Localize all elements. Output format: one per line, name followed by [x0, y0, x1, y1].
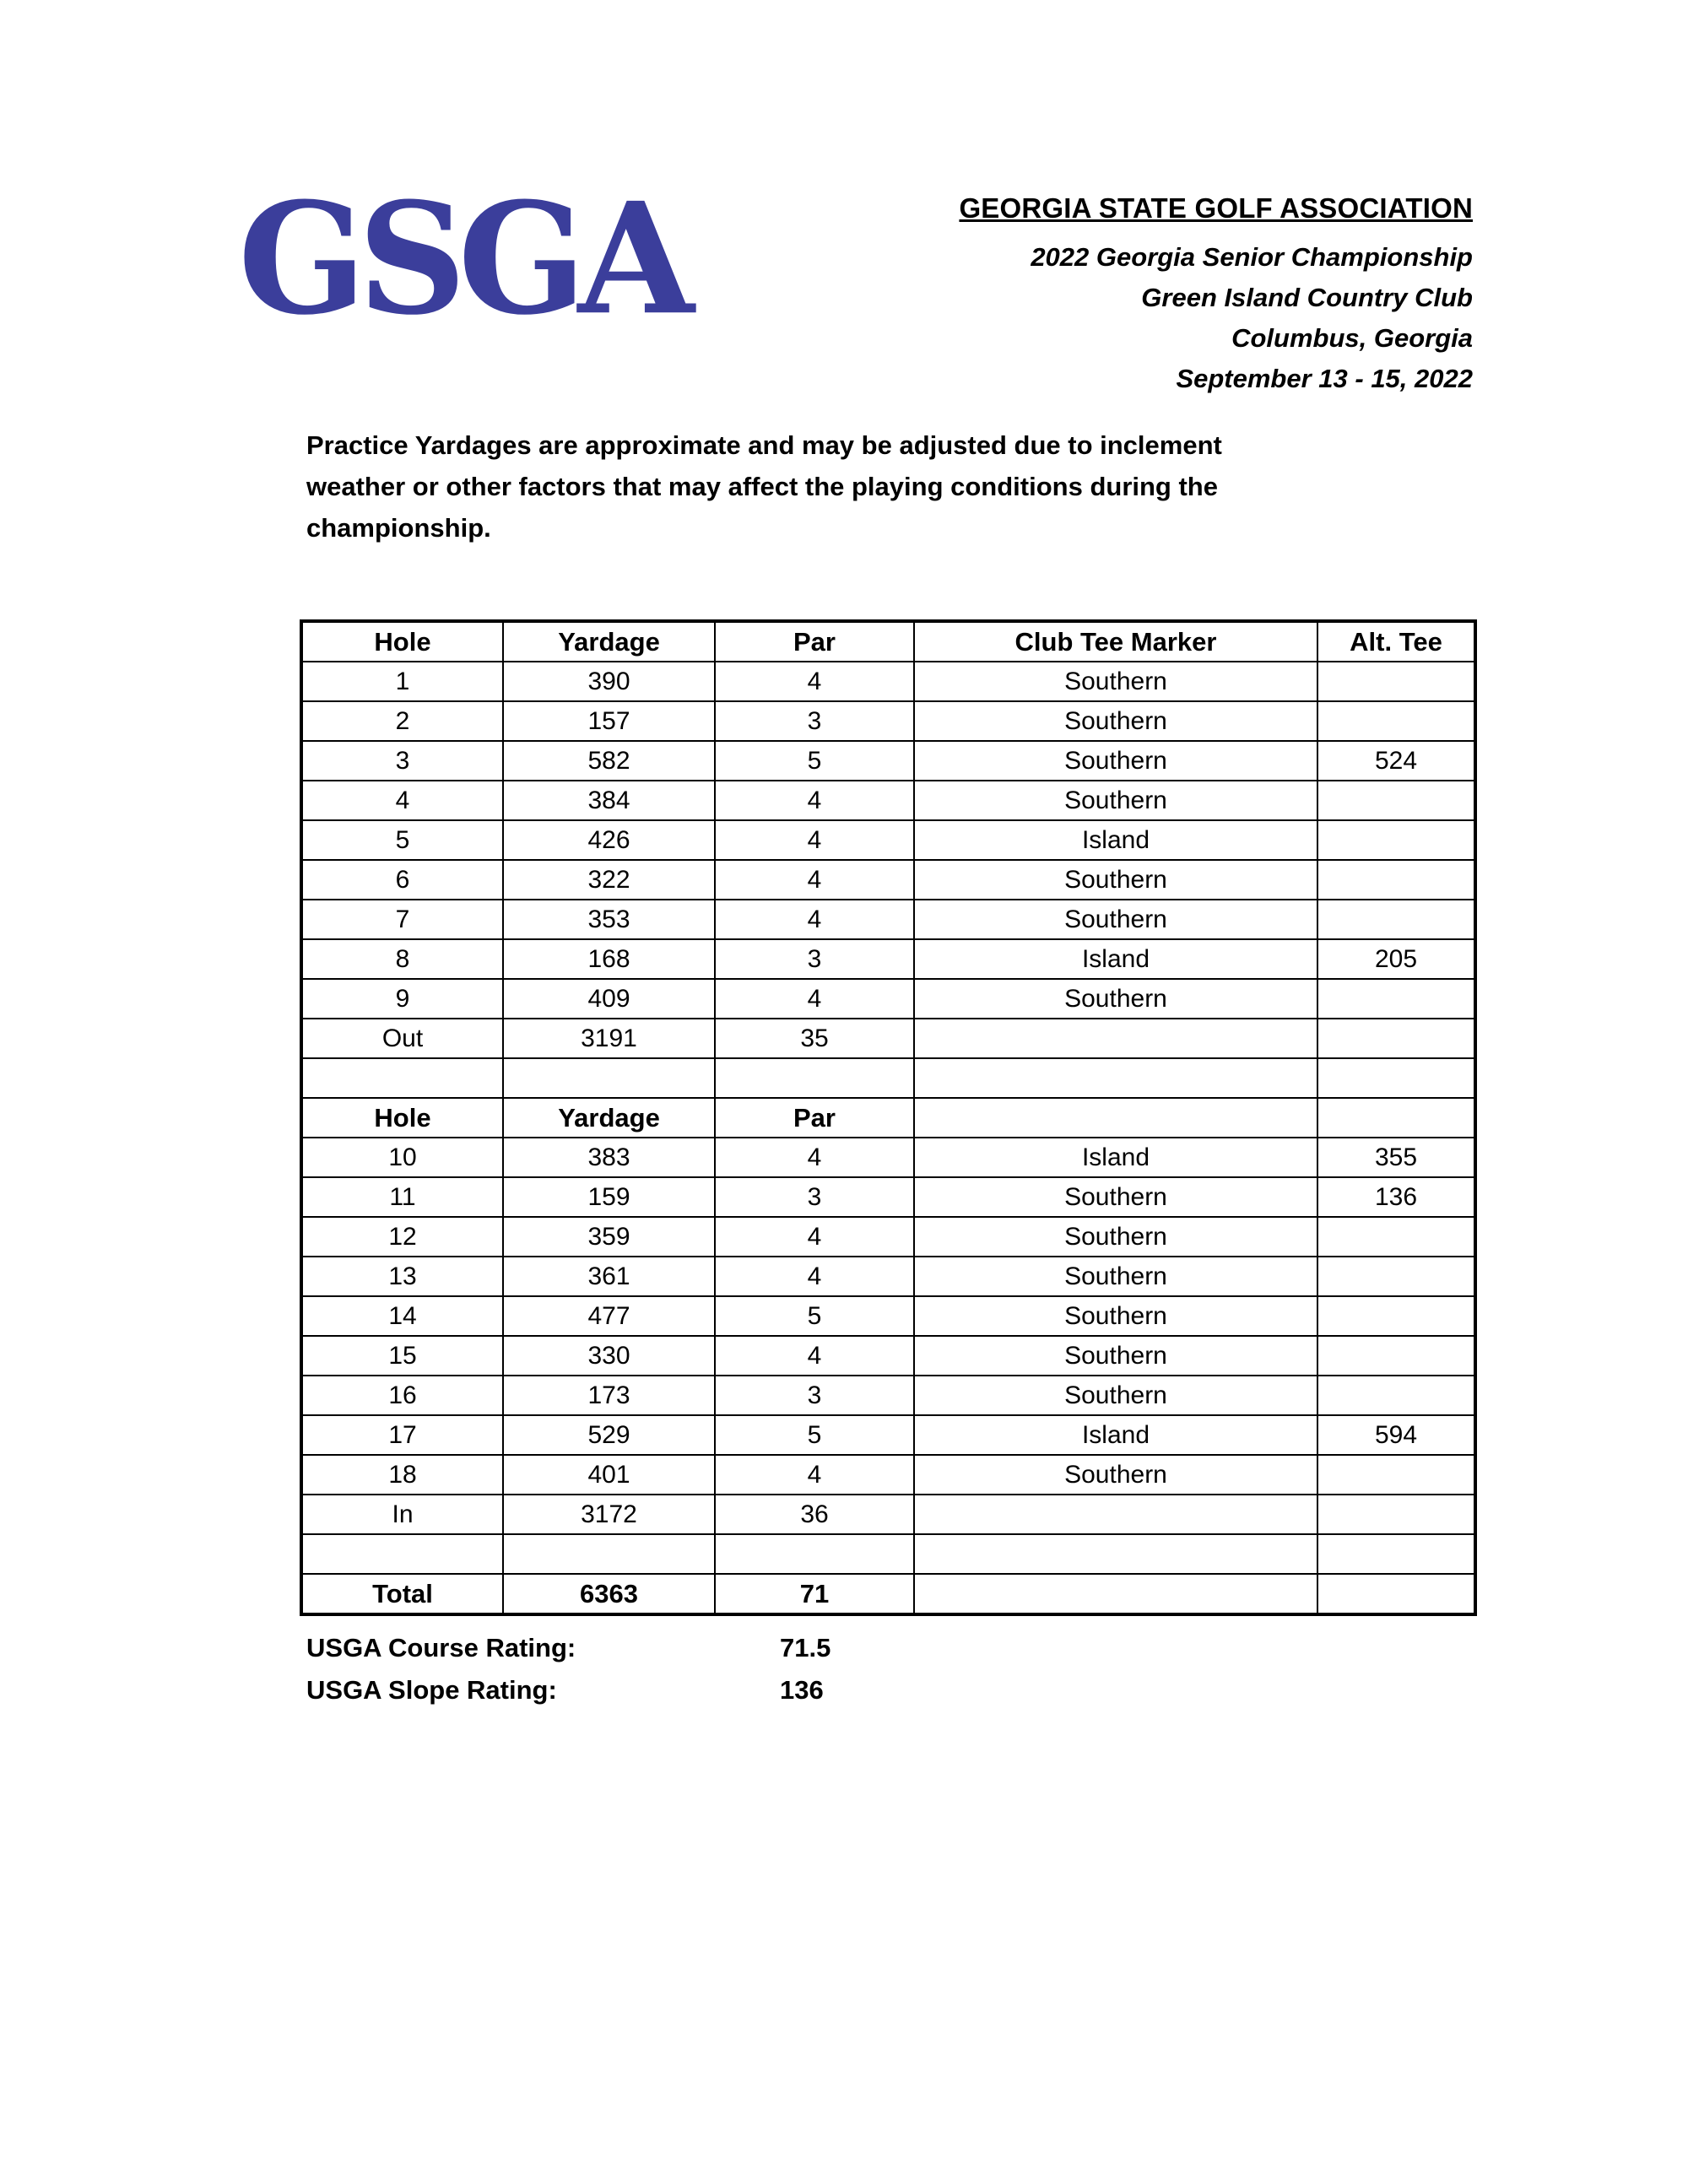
table-cell: 3191: [503, 1019, 715, 1058]
table-cell: Southern: [914, 1455, 1317, 1495]
table-cell: [914, 1098, 1317, 1138]
table-cell: [1317, 1257, 1475, 1296]
table-cell: 322: [503, 860, 715, 900]
table-row: [301, 860, 1475, 900]
table-cell: 1: [301, 662, 503, 701]
table-cell: [914, 1495, 1317, 1534]
table-cell: 6363: [503, 1574, 715, 1614]
yardage-table: [300, 619, 1477, 1616]
table-cell: [1317, 1376, 1475, 1415]
table-cell: [715, 1058, 914, 1098]
table-cell: 409: [503, 979, 715, 1019]
table-cell: 12: [301, 1217, 503, 1257]
table-cell: [1317, 1098, 1475, 1138]
table-cell: 71: [715, 1574, 914, 1614]
table-cell: 359: [503, 1217, 715, 1257]
table-cell: 361: [503, 1257, 715, 1296]
table-cell: Par: [715, 1098, 914, 1138]
table-cell: 4: [715, 1455, 914, 1495]
table-row: [301, 1415, 1475, 1455]
table-cell: In: [301, 1495, 503, 1534]
table-cell: 9: [301, 979, 503, 1019]
table-cell: 3: [715, 939, 914, 979]
table-cell: 4: [715, 1336, 914, 1376]
table-cell: [1317, 860, 1475, 900]
table-row: [301, 1495, 1475, 1534]
table-cell: Out: [301, 1019, 503, 1058]
table-cell: Southern: [914, 1177, 1317, 1217]
table-cell: 582: [503, 741, 715, 781]
table-cell: [503, 1058, 715, 1098]
table-cell: 3: [715, 1376, 914, 1415]
course-rating-value: 71.5: [780, 1633, 831, 1662]
table-cell: 4: [715, 900, 914, 939]
table-cell: 4: [715, 979, 914, 1019]
spacer-row: [301, 1534, 1475, 1574]
slope-rating-value: 136: [780, 1675, 824, 1705]
table-cell: [914, 1019, 1317, 1058]
table-cell: Club Tee Marker: [914, 621, 1317, 662]
table-cell: 353: [503, 900, 715, 939]
table-cell: 10: [301, 1138, 503, 1177]
table-cell: 426: [503, 820, 715, 860]
table-cell: [1317, 1574, 1475, 1614]
table-cell: [1317, 1455, 1475, 1495]
table-cell: [1317, 900, 1475, 939]
table-cell: 7: [301, 900, 503, 939]
table-cell: [1317, 1058, 1475, 1098]
table-cell: Yardage: [503, 1098, 715, 1138]
table-cell: 5: [301, 820, 503, 860]
event-name-line: 2022 Georgia Senior Championship: [1031, 242, 1473, 272]
table-cell: 3: [301, 741, 503, 781]
table-cell: Southern: [914, 1376, 1317, 1415]
table-cell: [914, 1574, 1317, 1614]
table-cell: [1317, 662, 1475, 701]
table-row: [301, 1455, 1475, 1495]
table-cell: [1317, 1019, 1475, 1058]
dates-line: September 13 - 15, 2022: [1176, 364, 1473, 393]
table-cell: [1317, 1217, 1475, 1257]
table-cell: Southern: [914, 1217, 1317, 1257]
table-cell: 524: [1317, 741, 1475, 781]
table-cell: 35: [715, 1019, 914, 1058]
table-cell: Southern: [914, 741, 1317, 781]
table-row: [301, 1177, 1475, 1217]
table-cell: 3172: [503, 1495, 715, 1534]
table-cell: 168: [503, 939, 715, 979]
total-row: [301, 1574, 1475, 1614]
table-cell: Southern: [914, 1336, 1317, 1376]
table-cell: 13: [301, 1257, 503, 1296]
table-cell: [1317, 820, 1475, 860]
table-cell: 4: [715, 1217, 914, 1257]
table-row: [301, 1296, 1475, 1336]
table-cell: 8: [301, 939, 503, 979]
event-header: [959, 192, 1473, 399]
table-cell: Island: [914, 939, 1317, 979]
table-cell: 36: [715, 1495, 914, 1534]
table-cell: Southern: [914, 979, 1317, 1019]
table-cell: Southern: [914, 701, 1317, 741]
table-cell: Southern: [914, 900, 1317, 939]
table-cell: 594: [1317, 1415, 1475, 1455]
course-rating-label: USGA Course Rating:: [306, 1633, 576, 1662]
table-row: [301, 781, 1475, 820]
table-cell: [914, 1534, 1317, 1574]
table-cell: Total: [301, 1574, 503, 1614]
table-cell: Island: [914, 1415, 1317, 1455]
table-cell: 136: [1317, 1177, 1475, 1217]
spacer-row: [301, 1058, 1475, 1098]
table-cell: [1317, 1296, 1475, 1336]
association-title: GEORGIA STATE GOLF ASSOCIATION: [959, 192, 1473, 224]
table-cell: 384: [503, 781, 715, 820]
table-row: [301, 662, 1475, 701]
table-cell: 401: [503, 1455, 715, 1495]
table-cell: 3: [715, 1177, 914, 1217]
table-cell: [1317, 979, 1475, 1019]
table-cell: 4: [301, 781, 503, 820]
table-cell: 159: [503, 1177, 715, 1217]
table-cell: [301, 1534, 503, 1574]
table-header-row: [301, 1098, 1475, 1138]
table-cell: [1317, 1534, 1475, 1574]
table-cell: Island: [914, 1138, 1317, 1177]
table-cell: [715, 1534, 914, 1574]
table-cell: Island: [914, 820, 1317, 860]
table-row: [301, 1257, 1475, 1296]
table-row: [301, 1217, 1475, 1257]
table-row: [301, 820, 1475, 860]
table-cell: 18: [301, 1455, 503, 1495]
table-cell: [503, 1534, 715, 1574]
practice-yardage-notice: Practice Yardages are approximate and may be adjusted due to inclement weather or other factors that may affect the playing conditions during the championship.: [306, 430, 1222, 543]
table-cell: Southern: [914, 1296, 1317, 1336]
table-row: [301, 701, 1475, 741]
gsga-logo: GSGA: [238, 168, 686, 349]
table-row: [301, 979, 1475, 1019]
yardage-table-body: [301, 621, 1475, 1614]
table-cell: 16: [301, 1376, 503, 1415]
venue-line: Green Island Country Club: [1141, 283, 1473, 312]
table-row: [301, 900, 1475, 939]
table-cell: Southern: [914, 781, 1317, 820]
table-cell: 17: [301, 1415, 503, 1455]
table-cell: [1317, 1495, 1475, 1534]
table-cell: 2: [301, 701, 503, 741]
table-cell: 529: [503, 1415, 715, 1455]
table-cell: Hole: [301, 621, 503, 662]
table-cell: 6: [301, 860, 503, 900]
table-row: [301, 1336, 1475, 1376]
table-cell: 4: [715, 860, 914, 900]
table-header-row: [301, 621, 1475, 662]
table-cell: 173: [503, 1376, 715, 1415]
table-cell: 3: [715, 701, 914, 741]
table-cell: [1317, 701, 1475, 741]
slope-rating-label: USGA Slope Rating:: [306, 1675, 557, 1705]
table-cell: Alt. Tee: [1317, 621, 1475, 662]
table-cell: 5: [715, 1415, 914, 1455]
table-cell: 477: [503, 1296, 715, 1336]
table-cell: 4: [715, 1138, 914, 1177]
table-cell: 355: [1317, 1138, 1475, 1177]
table-cell: 4: [715, 820, 914, 860]
table-row: [301, 1019, 1475, 1058]
table-row: [301, 1138, 1475, 1177]
table-cell: Southern: [914, 662, 1317, 701]
usga-ratings: [306, 1627, 830, 1711]
table-cell: [1317, 1336, 1475, 1376]
table-cell: 157: [503, 701, 715, 741]
table-cell: 330: [503, 1336, 715, 1376]
table-row: [301, 939, 1475, 979]
table-cell: 5: [715, 1296, 914, 1336]
table-cell: Par: [715, 621, 914, 662]
table-cell: Southern: [914, 860, 1317, 900]
slope-rating-row: [306, 1669, 830, 1711]
table-cell: 4: [715, 1257, 914, 1296]
table-cell: 390: [503, 662, 715, 701]
table-cell: [1317, 781, 1475, 820]
table-cell: 5: [715, 741, 914, 781]
table-cell: 383: [503, 1138, 715, 1177]
table-cell: 11: [301, 1177, 503, 1217]
table-cell: 15: [301, 1336, 503, 1376]
table-cell: 4: [715, 662, 914, 701]
table-row: [301, 741, 1475, 781]
location-line: Columbus, Georgia: [1231, 323, 1473, 353]
table-cell: [301, 1058, 503, 1098]
table-cell: [914, 1058, 1317, 1098]
table-cell: 14: [301, 1296, 503, 1336]
table-cell: Hole: [301, 1098, 503, 1138]
table-cell: Yardage: [503, 621, 715, 662]
table-cell: Southern: [914, 1257, 1317, 1296]
course-rating-row: [306, 1627, 830, 1669]
table-cell: 4: [715, 781, 914, 820]
table-cell: 205: [1317, 939, 1475, 979]
table-row: [301, 1376, 1475, 1415]
